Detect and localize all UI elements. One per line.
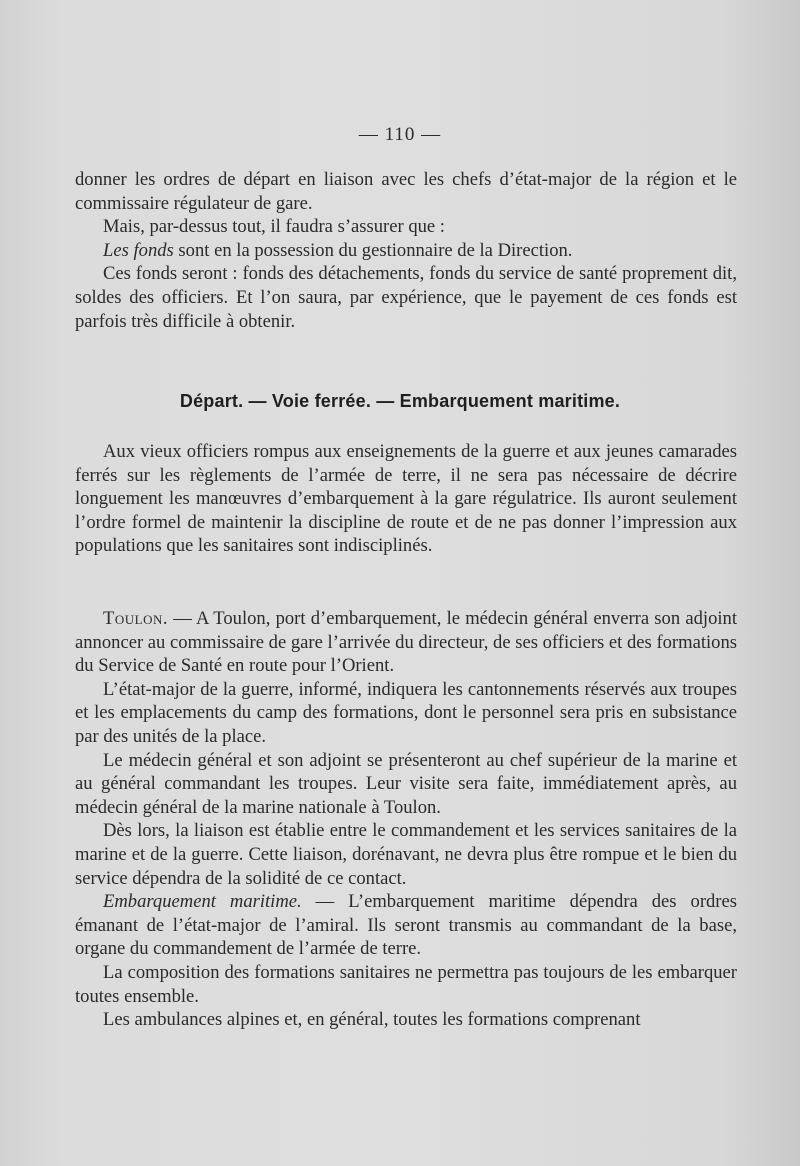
paragraph: La composition des formations sanitaires ne permettra pas toujours de les embarquer toutes ensemble. (75, 961, 737, 1007)
paragraph-text: sont en la possession du gestionnaire de la Direction. (173, 239, 573, 261)
paragraph (75, 607, 737, 678)
place-label: Toulon. (103, 608, 168, 629)
italic-phrase: Embarquement maritime. (103, 891, 302, 913)
paragraph: Dès lors, la liaison est établie entre le commandement et les services sanitaires de la marine et de la guerre. Cette liaison, dorénavant, ne devra plus être rompue et le bien du service dépendra de la solidité de ce contact. (75, 820, 737, 889)
paragraph-text: — L’embarquement maritime dépendra des ordres émanant de l’état-major de l’amiral. Ils seront transmis au commandant de la base, organe du commandement de l’armée de terre. (75, 891, 737, 960)
paragraph: Les ambulances alpines et, en général, toutes les formations comprenant (103, 1009, 641, 1031)
paragraph: Ces fonds seront : fonds des détachements, fonds du service de santé proprement dit, soldes des officiers. Et l’on saura, par expérience, que le payement de ces fonds est parfois très difficile à obtenir. (75, 263, 737, 332)
departure-block (75, 440, 737, 558)
page-number: — 110 — (358, 124, 442, 145)
intro-block (75, 168, 737, 333)
paragraph: L’état-major de la guerre, informé, indiquera les cantonnements réservés aux troupes et les emplacements du camp des formations, dont le personnel sera pris en subsistance par des unités de la place. (75, 678, 737, 747)
toulon-block (75, 607, 737, 1032)
paragraph: donner les ordres de départ en liaison avec les chefs d’état-major de la région et le commissaire régulateur de gare. (75, 169, 737, 214)
paragraph: Mais, par-dessus tout, il faudra s’assurer que : (103, 216, 445, 238)
section-heading: Départ. — Voie ferrée. — Embarquement maritime. (179, 391, 621, 411)
paragraph (75, 890, 737, 961)
paragraph (75, 239, 737, 263)
paragraph: Le médecin général et son adjoint se présenteront au chef supérieur de la marine et au général commandant les troupes. Leur visite sera faite, immédiatement après, au médecin général de la marine nationale à Toulon. (75, 749, 737, 818)
italic-phrase: Les fonds (103, 239, 174, 261)
paragraph: Aux vieux officiers rompus aux enseignements de la guerre et aux jeunes camarades ferrés sur les règlements de l’armée de terre, il ne sera pas nécessaire de décrire longuement les manœuvres d’embarquement à la gare régulatrice. Ils auront seulement l’ordre formel de maintenir la discipline de route et de ne pas donner l’impression aux populations que les sanitaires sont indisciplinés. (75, 441, 737, 557)
paragraph-text: — A Toulon, port d’embarquement, le médecin général enverra son adjoint annoncer au commissaire de gare l’arrivée du directeur, de ses officiers et des formations du Service de Santé en route pour l’Orient. (75, 608, 737, 677)
